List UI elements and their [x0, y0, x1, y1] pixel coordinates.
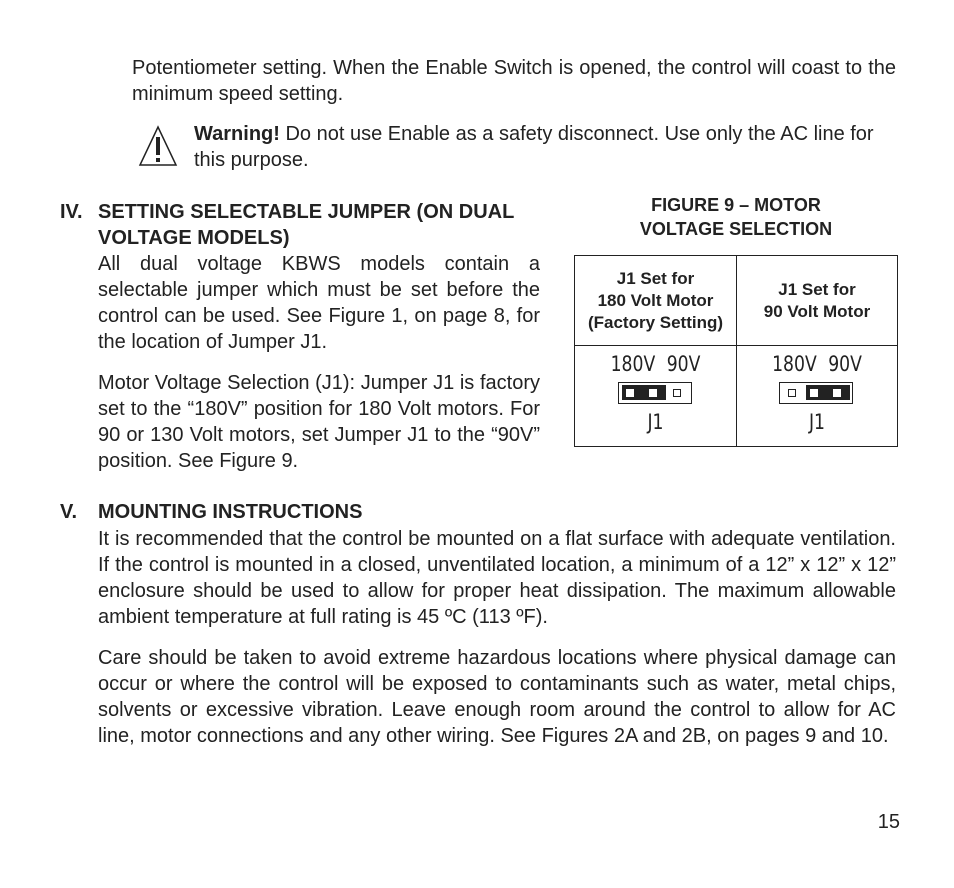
jumper-pin	[649, 389, 657, 397]
header-line: J1 Set for	[616, 268, 695, 288]
jumper-pin	[833, 389, 841, 397]
section-5-paragraph-1: It is recommended that the control be mounted on a flat surface with adequate ventilation. If the control is mounted in a closed, unventilated location, a minimum of a 12” x 12” x 12” enclosure should be used to allow for proper heat dissipation. The maximum allowable ambient temperature at full rating is 45 ºC (113 ºF).	[98, 528, 896, 628]
intro-paragraph: Potentiometer setting. When the Enable Switch is opened, the control will coast to the minimum speed setting.	[132, 57, 896, 105]
jumper-header-graphic	[779, 382, 853, 404]
jumper-header-graphic	[618, 382, 692, 404]
warning-text: Do not use Enable as a safety disconnect. Use only the AC line for this purpose.	[194, 123, 874, 171]
warning-triangle-icon	[138, 125, 178, 167]
warning-paragraph	[194, 121, 896, 173]
jumper-label-90v: 90V	[666, 352, 701, 376]
section-5-heading: MOUNTING INSTRUCTIONS	[98, 501, 363, 523]
figure-caption-line-1: FIGURE 9 – MOTOR	[651, 195, 821, 215]
jumper-pin	[810, 389, 818, 397]
jumper-shunt	[622, 385, 666, 400]
header-line: 180 Volt Motor	[597, 290, 714, 310]
header-line: J1 Set for	[778, 279, 856, 299]
jumper-name: J1	[808, 410, 826, 434]
header-line: (Factory Setting)	[587, 312, 724, 332]
section-4-number: IV.	[60, 201, 83, 223]
jumper-name: J1	[647, 410, 664, 434]
figure-caption	[573, 193, 899, 241]
figure-caption-line-2: VOLTAGE SELECTION	[639, 219, 833, 239]
jumper-pin	[788, 389, 796, 397]
jumper-pin	[673, 389, 681, 397]
jumper-label-180v: 180V	[610, 352, 656, 376]
jumper-label-180v: 180V	[772, 352, 817, 376]
section-4-paragraph-1: All dual voltage KBWS models contain a selectable jumper which must be set before the control can be used. See Figure 1, on page 8, for the location of Jumper J1.	[98, 253, 540, 353]
jumper-figure-table	[574, 255, 898, 447]
header-line: 90 Volt Motor	[763, 301, 871, 321]
jumper-diagram-90v	[737, 346, 897, 446]
warning-label: Warning!	[194, 123, 280, 145]
column-header-180v	[575, 256, 736, 345]
jumper-diagram-180v	[575, 346, 736, 446]
column-header-90v	[737, 256, 897, 345]
page-number: 15	[877, 811, 900, 833]
jumper-pin	[626, 389, 634, 397]
section-4-heading: SETTING SELECTABLE JUMPER (ON DUAL VOLTAGE MODELS)	[98, 201, 514, 249]
section-4-paragraph-2: Motor Voltage Selection (J1): Jumper J1 is factory set to the “180V” position for 180 Volt motors. For 90 or 130 Volt motors, set Jumper J1 to the “90V” position. See Figure 9.	[98, 372, 540, 472]
section-5-number: V.	[60, 501, 78, 523]
jumper-shunt	[806, 385, 850, 400]
section-5-paragraph-2: Care should be taken to avoid extreme hazardous locations where physical damage can occur or where the control will be exposed to contaminants such as water, metal chips, solvents or excessive vibration. Leave enough room around the control to allow for AC line, motor connections and any other wiring. See Figures 2A and 2B, on pages 9 and 10.	[98, 647, 896, 747]
jumper-label-90v: 90V	[828, 352, 862, 376]
